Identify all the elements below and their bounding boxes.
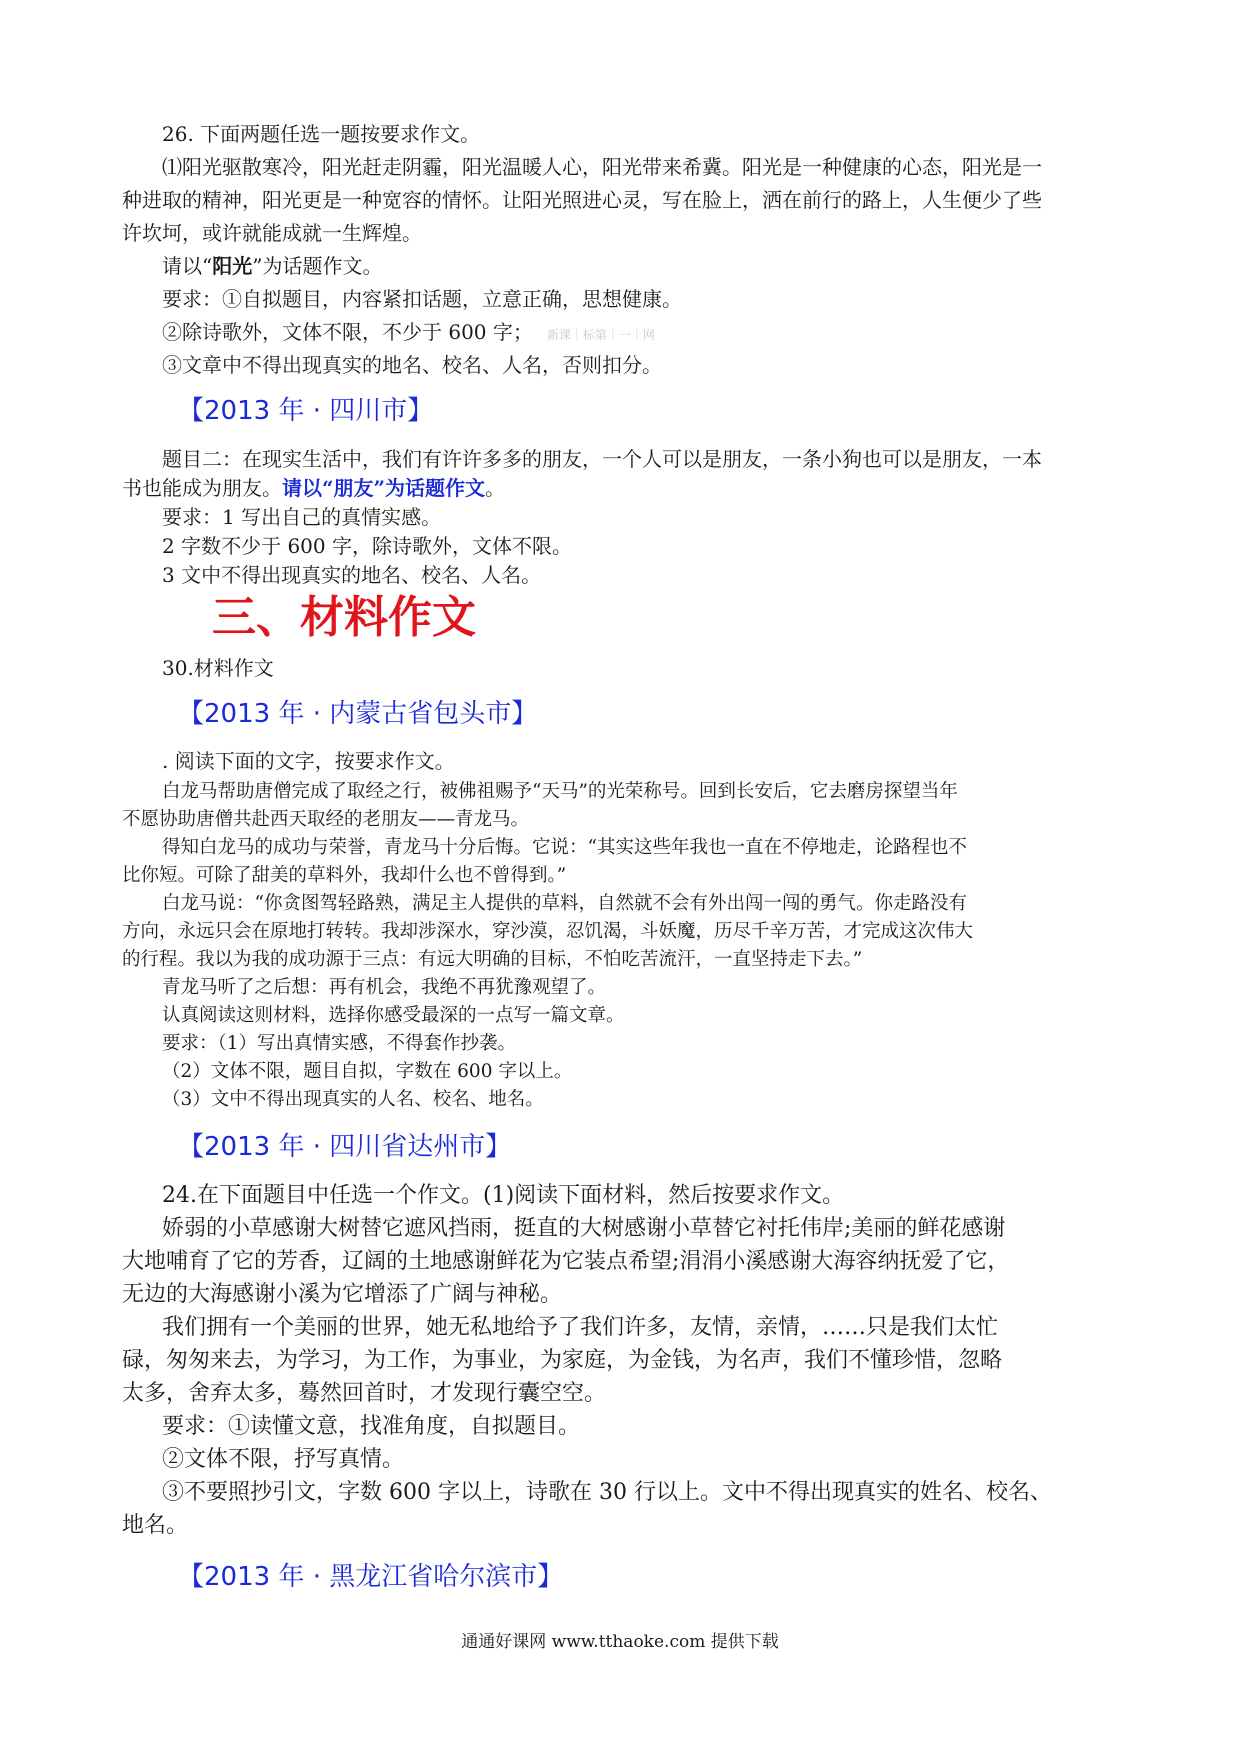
baotou-line-5: 白龙马说：“你贪图驾轻路熟，满足主人提供的草料，自然就不会有外出闯一闯的勇气。你走路没有 xyxy=(162,893,967,914)
baotou-requirement-3: （3）文中不得出现真实的人名、校名、地名。 xyxy=(162,1089,544,1110)
q26-prompt xyxy=(162,252,382,280)
dazhou-requirement-3: ③不要照抄引文，字数 600 字以上，诗歌在 30 行以上。文中不得出现真实的姓名、校名、 xyxy=(162,1480,1052,1505)
dazhou-line-6: 碌，匆匆来去，为学习，为工作，为事业，为家庭，为金钱，为名声，我们不懂珍惜，忽略 xyxy=(122,1348,1003,1373)
sichuan-line-2-pre: 书也能成为朋友。 xyxy=(122,476,282,500)
dazhou-line-1: 24.在下面题目中任选一个作文。(1)阅读下面材料，然后按要求作文。 xyxy=(162,1183,845,1208)
dazhou-requirement-4: 地名。 xyxy=(122,1513,189,1538)
sichuan-line-2-post: 。 xyxy=(485,476,506,500)
dazhou-line-4: 无边的大海感谢小溪为它增添了广阔与神秘。 xyxy=(122,1282,563,1307)
q26-paragraph-line-2: 种进取的精神，阳光更是一种宽容的情怀。让阳光照进心灵，写在脸上，洒在前行的路上，人生便少了些 xyxy=(122,188,1042,212)
q26-title: 26. 下面两题任选一题按要求作文。 xyxy=(162,122,481,146)
q26-paragraph-line-3: 许坎坷，或许就能成就一生辉煌。 xyxy=(122,221,422,245)
sichuan-requirement-1: 要求：1 写出自己的真情实感。 xyxy=(162,505,442,529)
baotou-intro: . 阅读下面的文字，按要求作文。 xyxy=(162,749,455,773)
sichuan-requirement-3: 3 文中不得出现真实的地名、校名、人名。 xyxy=(162,563,542,587)
sichuan-topic-highlight: 请以“朋友”为话题作文 xyxy=(282,476,486,500)
dazhou-line-2: 娇弱的小草感谢大树替它遮风挡雨，挺直的大树感谢小草替它衬托伟岸;美丽的鲜花感谢 xyxy=(162,1216,1006,1241)
heading-harbin: 【2013 年 · 黑龙江省哈尔滨市】 xyxy=(178,1562,564,1592)
heading-dazhou: 【2013 年 · 四川省达州市】 xyxy=(178,1132,512,1162)
baotou-line-6: 方向，永远只会在原地打转转。我却涉深水，穿沙漠，忍饥渴，斗妖魔，历尽千辛万苦，才完成这次伟大 xyxy=(122,921,974,942)
dazhou-line-7: 太多，舍弃太多，蓦然回首时，才发现行囊空空。 xyxy=(122,1381,607,1406)
baotou-requirement-1: 要求：（1）写出真情实感，不得套作抄袭。 xyxy=(162,1033,517,1054)
watermark-text: 新课｜标第｜一｜网 xyxy=(546,328,655,342)
baotou-line-2: 不愿协助唐僧共赴西天取经的老朋友——青龙马。 xyxy=(122,809,530,830)
baotou-line-9: 认真阅读这则材料，选择你感受最深的一点写一篇文章。 xyxy=(162,1005,625,1026)
q26-requirement-3: ③文章中不得出现真实的地名、校名、人名，否则扣分。 xyxy=(162,353,662,377)
baotou-requirement-2: （2）文体不限，题目自拟，字数在 600 字以上。 xyxy=(162,1061,573,1082)
heading-baotou: 【2013 年 · 内蒙古省包头市】 xyxy=(178,699,538,729)
heading-sichuan: 【2013 年 · 四川市】 xyxy=(178,396,434,426)
baotou-line-1: 白龙马帮助唐僧完成了取经之行，被佛祖赐予“天马”的光荣称号。回到长安后，它去磨房探望当年 xyxy=(162,781,958,802)
dazhou-line-5: 我们拥有一个美丽的世界，她无私地给予了我们许多，友情，亲情，……只是我们太忙 xyxy=(162,1315,999,1340)
baotou-line-8: 青龙马听了之后想：再有机会，我绝不再犹豫观望了。 xyxy=(162,977,607,998)
q26-requirement-1: 要求：①自拟题目，内容紧扣话题，立意正确，思想健康。 xyxy=(162,287,682,311)
dazhou-line-3: 大地哺育了它的芳香，辽阔的土地感谢鲜花为它装点希望;涓涓小溪感谢大海容纳抚爱了它， xyxy=(122,1249,1010,1274)
q26-prompt-post: ”为话题作文。 xyxy=(252,254,383,278)
sichuan-requirement-2: 2 字数不少于 600 字，除诗歌外，文体不限。 xyxy=(162,534,572,558)
baotou-line-7: 的行程。我以为我的成功源于三点：有远大明确的目标，不怕吃苦流汗，一直坚持走下去。” xyxy=(122,949,863,970)
section-title: 三、材料作文 xyxy=(212,592,476,643)
q26-requirement-2-text: ②除诗歌外，文体不限，不少于 600 字； xyxy=(162,320,533,344)
q26-prompt-pre: 请以“ xyxy=(162,254,213,278)
q26-paragraph-line-1: ⑴阳光驱散寒冷，阳光赶走阴霾，阳光温暖人心，阳光带来希冀。阳光是一种健康的心态，阳光是一 xyxy=(162,155,1042,179)
sichuan-line-1: 题目二：在现实生活中，我们有许许多多的朋友，一个人可以是朋友，一条小狗也可以是朋友，一本 xyxy=(162,447,1042,471)
q26-prompt-topic: 阳光 xyxy=(212,254,253,278)
dazhou-requirement-2: ②文体不限，抒写真情。 xyxy=(162,1447,405,1472)
page-footer: 通通好课网 www.tthaoke.com 提供下载 xyxy=(461,1632,779,1652)
q30-label: 30.材料作文 xyxy=(162,656,274,680)
q26-requirement-2 xyxy=(162,318,655,349)
baotou-line-4: 比你短。可除了甜美的草料外，我却什么也不曾得到。” xyxy=(122,865,567,886)
sichuan-line-2 xyxy=(122,474,505,502)
baotou-line-3: 得知白龙马的成功与荣誉，青龙马十分后悔。它说：“其实这些年我也一直在不停地走，论路程也不 xyxy=(162,837,967,858)
dazhou-requirement-1: 要求：①读懂文意，找准角度，自拟题目。 xyxy=(162,1414,581,1439)
